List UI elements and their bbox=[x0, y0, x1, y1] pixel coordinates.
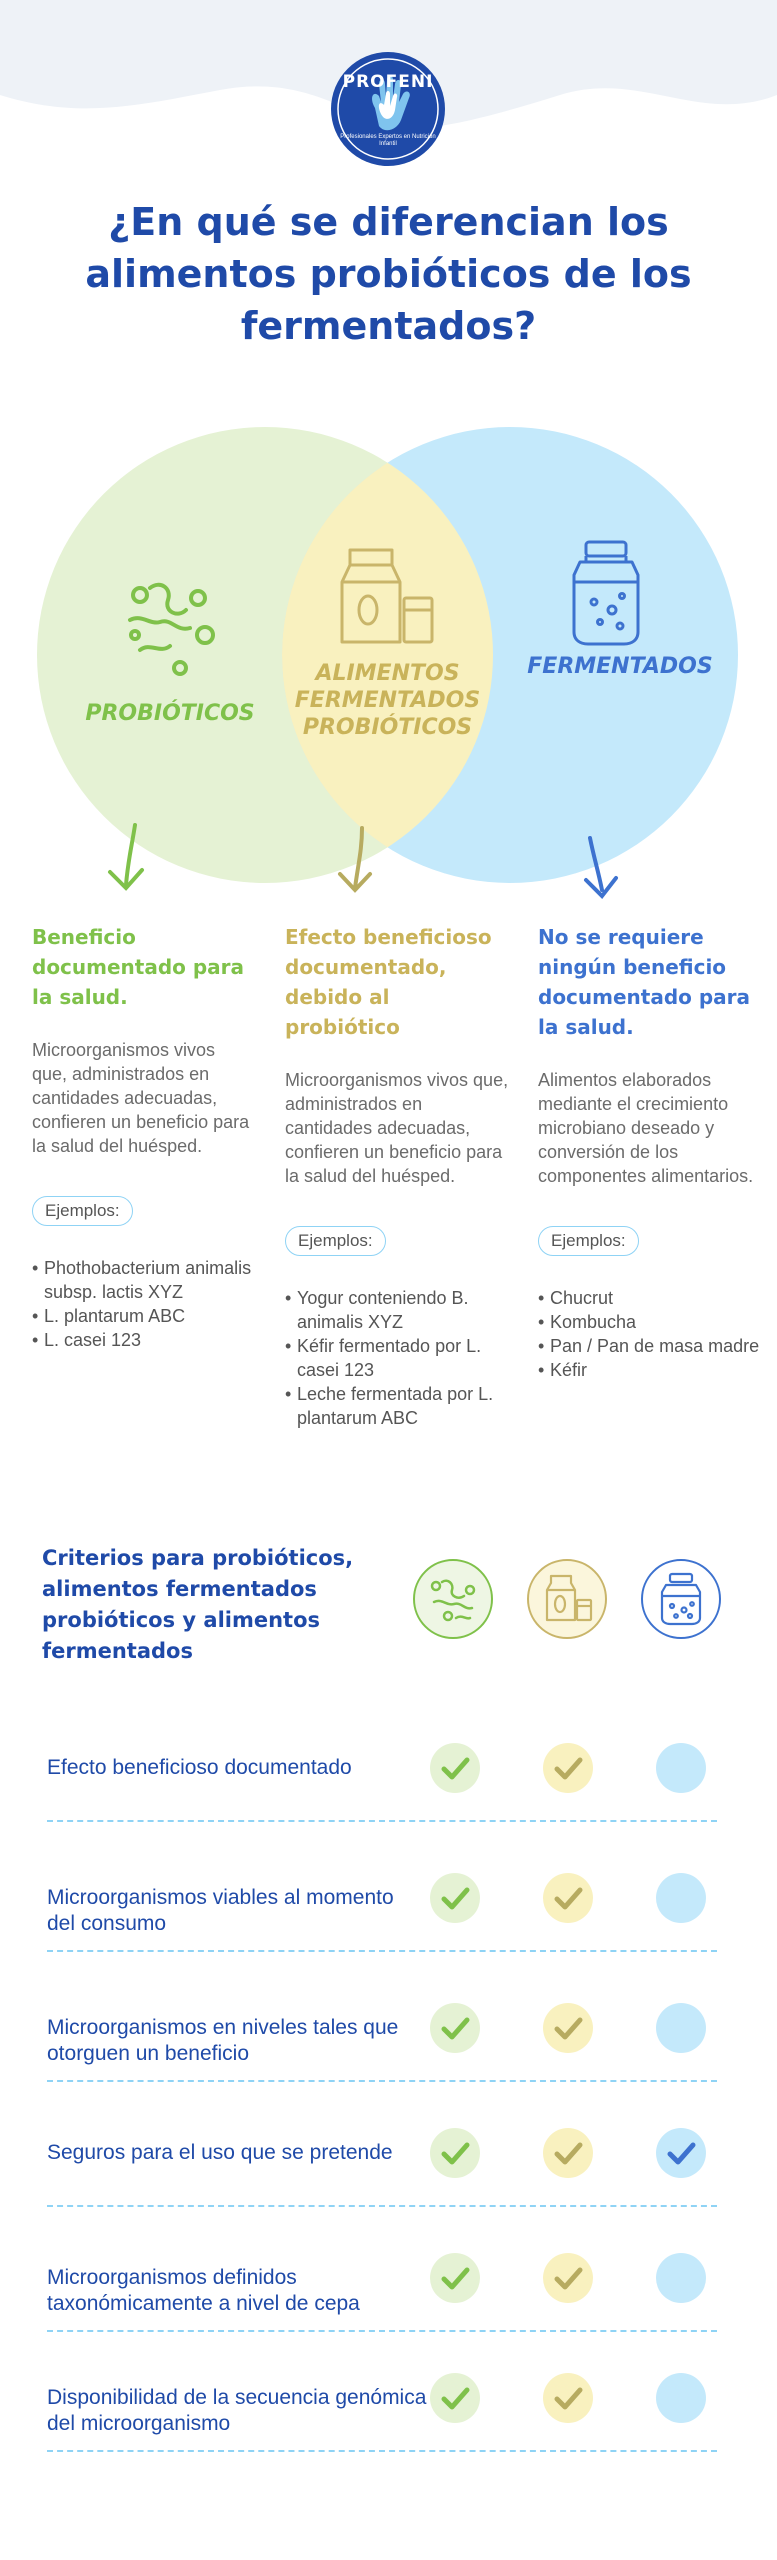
probiotic-status-dot bbox=[430, 2128, 480, 2178]
fermented-probiotic-status-dot bbox=[543, 2373, 593, 2423]
examples-list bbox=[32, 1256, 252, 1352]
column-heading: Efecto beneficioso documentado, debido al probiótico bbox=[285, 925, 492, 1039]
column-heading: Beneficio documentado para la salud. bbox=[32, 925, 245, 1009]
criteria-label: Seguros para el uso que se pretende bbox=[47, 2141, 393, 2164]
check-icon bbox=[543, 1743, 593, 1793]
criteria-label: Microorganismos definidos taxonómicamente a nivel de cepa bbox=[47, 2266, 360, 2315]
column-heading: No se requiere ningún beneficio documentado para la salud. bbox=[538, 925, 751, 1039]
list-item: • Kéfir bbox=[538, 1358, 763, 1382]
list-item: • Yogur conteniendo B. animalis XYZ bbox=[285, 1286, 510, 1334]
fermented-probiotic-status-dot bbox=[543, 2003, 593, 2053]
examples-badge: Ejemplos: bbox=[538, 1226, 639, 1256]
check-icon bbox=[543, 2253, 593, 2303]
page-title: ¿En qué se diferencian los alimentos probióticos de los fermentados? bbox=[85, 200, 692, 348]
list-item: • Pan / Pan de masa madre bbox=[538, 1334, 763, 1358]
fermented-probiotic-status-dot bbox=[543, 1743, 593, 1793]
list-item: • Kombucha bbox=[538, 1310, 763, 1334]
venn-label-fermented-probiotics: ALIMENTOS FERMENTADOS PROBIÓTICOS bbox=[294, 661, 481, 740]
criteria-row bbox=[47, 2360, 717, 2480]
criteria-row bbox=[47, 1990, 717, 2110]
logo-brand: PROFENI bbox=[342, 72, 434, 92]
column-body: Microorganismos vivos que, administrados en cantidades adecuadas, confieren un beneficio para la salud del huésped. bbox=[32, 1040, 250, 1156]
column-probiotics bbox=[32, 922, 252, 1352]
check-icon bbox=[430, 2253, 480, 2303]
row-divider bbox=[47, 1950, 717, 1952]
criteria-row bbox=[47, 1860, 717, 1980]
fermented-probiotics-header-icon bbox=[526, 1558, 608, 1640]
criteria-row bbox=[47, 1730, 717, 1850]
column-fermented bbox=[538, 922, 763, 1382]
check-icon bbox=[430, 2373, 480, 2423]
column-body: Microorganismos vivos que, administrados en cantidades adecuadas, confieren un beneficio para la salud del huésped. bbox=[285, 1070, 509, 1186]
examples-list bbox=[538, 1286, 763, 1382]
probiotic-status-dot bbox=[430, 1743, 480, 1793]
list-item: • Phothobacterium animalis subsp. lactis XYZ bbox=[32, 1256, 252, 1304]
fermented-probiotic-status-dot bbox=[543, 2253, 593, 2303]
venn-label-probiotics: PROBIÓTICOS bbox=[85, 701, 255, 726]
criteria-row bbox=[47, 2115, 717, 2235]
check-icon bbox=[430, 1743, 480, 1793]
row-divider bbox=[47, 1820, 717, 1822]
fermented-status-dot bbox=[656, 2373, 706, 2423]
list-item: • Leche fermentada por L. plantarum ABC bbox=[285, 1382, 510, 1430]
criteria-title: Criterios para probióticos, alimentos fermentados probióticos y alimentos fermentados bbox=[42, 1546, 354, 1663]
criteria-label: Disponibilidad de la secuencia genómica del microorganismo bbox=[47, 2386, 427, 2435]
venn-diagram bbox=[0, 410, 777, 910]
check-icon bbox=[430, 2003, 480, 2053]
criteria-label: Efecto beneficioso documentado bbox=[47, 1756, 352, 1779]
profeni-logo bbox=[329, 50, 447, 168]
logo-tagline: Profesionales Expertos en Nutrición Infantil bbox=[340, 134, 436, 147]
check-icon bbox=[543, 1873, 593, 1923]
probiotic-status-dot bbox=[430, 2253, 480, 2303]
list-item: • Kéfir fermentado por L. casei 123 bbox=[285, 1334, 510, 1382]
venn-label-fermented: FERMENTADOS bbox=[527, 654, 713, 679]
examples-badge: Ejemplos: bbox=[32, 1196, 133, 1226]
check-icon bbox=[430, 2128, 480, 2178]
fermented-status-dot bbox=[656, 1743, 706, 1793]
row-divider bbox=[47, 2450, 717, 2452]
criteria-label: Microorganismos en niveles tales que otorguen un beneficio bbox=[47, 2016, 399, 2065]
fermented-probiotic-status-dot bbox=[543, 2128, 593, 2178]
check-icon bbox=[430, 1873, 480, 1923]
list-item: • L. plantarum ABC bbox=[32, 1304, 252, 1328]
row-divider bbox=[47, 2080, 717, 2082]
list-item: • L. casei 123 bbox=[32, 1328, 252, 1352]
fermented-probiotic-status-dot bbox=[543, 1873, 593, 1923]
probiotic-status-dot bbox=[430, 2003, 480, 2053]
fermented-status-dot bbox=[656, 2128, 706, 2178]
probiotic-status-dot bbox=[430, 1873, 480, 1923]
column-body: Alimentos elaborados mediante el crecimiento microbiano deseado y conversión de los componentes alimentarios. bbox=[538, 1070, 754, 1186]
fermented-status-dot bbox=[656, 2253, 706, 2303]
fermented-header-icon bbox=[640, 1558, 722, 1640]
row-divider bbox=[47, 2205, 717, 2207]
fermented-status-dot bbox=[656, 2003, 706, 2053]
check-icon bbox=[543, 2003, 593, 2053]
criteria-row bbox=[47, 2240, 717, 2360]
check-icon bbox=[543, 2128, 593, 2178]
check-icon bbox=[656, 2128, 706, 2178]
probiotics-header-icon bbox=[412, 1558, 494, 1640]
criteria-label: Microorganismos viables al momento del consumo bbox=[47, 1886, 394, 1935]
row-divider bbox=[47, 2330, 717, 2332]
check-icon bbox=[543, 2373, 593, 2423]
probiotic-status-dot bbox=[430, 2373, 480, 2423]
examples-list bbox=[285, 1286, 510, 1430]
list-item: • Chucrut bbox=[538, 1286, 763, 1310]
fermented-status-dot bbox=[656, 1873, 706, 1923]
examples-badge: Ejemplos: bbox=[285, 1226, 386, 1256]
column-fermented-probiotics bbox=[285, 922, 510, 1430]
